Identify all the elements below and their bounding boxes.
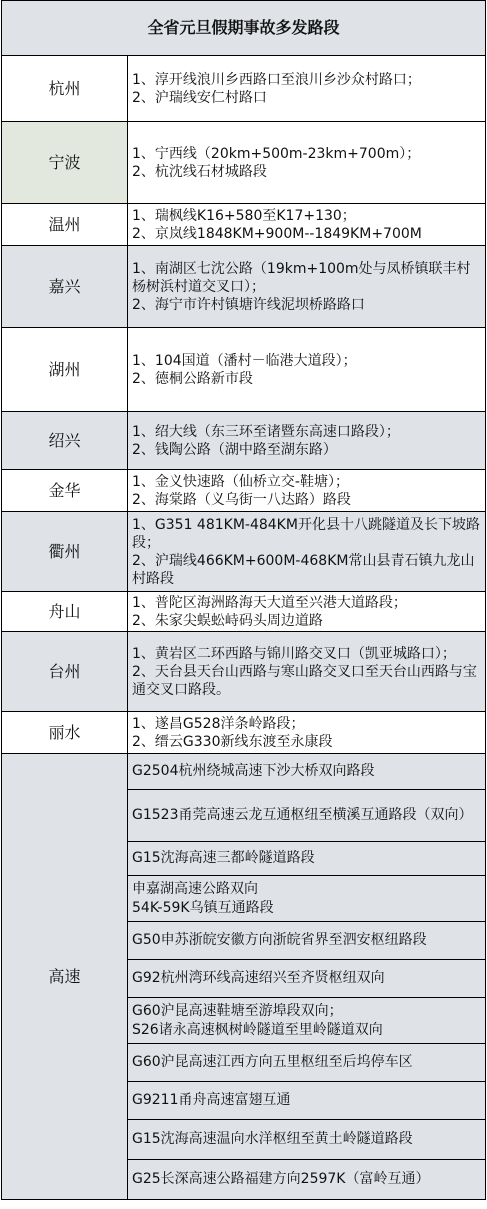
highway-item	[128, 876, 486, 922]
highway-item	[128, 1160, 486, 1200]
road-line: 1、瑞枫线K16+580至K17+130；	[132, 207, 356, 224]
road-line: 2、沪瑞线466KM+600M-468KM常山县青石镇九龙山村路段	[132, 552, 475, 587]
roads-cell	[128, 412, 486, 470]
road-line: G2504杭州绕城高速下沙大桥双向路段	[132, 763, 375, 779]
highway-item	[128, 922, 486, 960]
roads-cell	[128, 470, 486, 512]
city-cell: 高速	[2, 754, 128, 1200]
highway-item	[128, 1044, 486, 1082]
road-line: 申嘉湖高速公路双向	[132, 880, 258, 897]
road-line: 1、淳开线浪川乡西路口至浪川乡沙众村路口；	[132, 71, 421, 88]
road-line: 2、海棠路（义乌街一八达路）路段	[132, 491, 351, 508]
city-cell: 丽水	[2, 712, 128, 754]
road-line: 2、海宁市许村镇塘许线泥坝桥路路口	[132, 296, 365, 313]
table-row-zhoushan	[2, 592, 486, 632]
accident-table-frame	[1, 0, 485, 1207]
road-line: 54K-59K乌镇互通路段	[132, 899, 274, 916]
roads-cell	[128, 592, 486, 632]
road-line: G60沪昆高速鞋塘至游埠段双向；	[132, 1002, 343, 1019]
table-row-wenzhou	[2, 204, 486, 246]
road-line: 2、缙云G330新线东渡至永康段	[132, 733, 333, 750]
roads-cell	[128, 122, 486, 204]
highway-item	[128, 1082, 486, 1120]
city-cell: 舟山	[2, 592, 128, 632]
city-cell: 杭州	[2, 56, 128, 122]
road-line: G15沈海高速温向水洋枢纽至黄土岭隧道路段	[132, 1131, 413, 1147]
roads-cell	[128, 512, 486, 592]
highway-item	[128, 1120, 486, 1160]
road-line: G15沈海高速三都岭隧道路段	[132, 850, 315, 866]
highway-item	[128, 842, 486, 876]
roads-cell	[128, 712, 486, 754]
roads-cell	[128, 56, 486, 122]
road-line: 1、104国道（潘村－临港大道段）；	[132, 352, 357, 369]
road-line: 1、绍大线（东三环至诸暨东高速口路段）；	[132, 423, 400, 440]
city-cell: 金华	[2, 470, 128, 512]
table-row-quzhou	[2, 512, 486, 592]
city-cell: 台州	[2, 632, 128, 712]
table-row-shaoxing	[2, 412, 486, 470]
table-row-ningbo	[2, 122, 486, 204]
roads-cell	[128, 204, 486, 246]
city-cell: 衢州	[2, 512, 128, 592]
road-line: G92杭州湾环线高速绍兴至齐贤枢纽双向	[132, 970, 385, 986]
title-row	[2, 1, 486, 56]
roads-cell	[128, 328, 486, 412]
road-line: 1、G351 481KM-484KM开化县十八跳隧道及长下坡路段；	[132, 516, 480, 551]
roads-cell	[128, 246, 486, 328]
table-row-huzhou	[2, 328, 486, 412]
highway-item	[128, 754, 486, 790]
road-line: 2、京岚线1848KM+900M--1849KM+700M	[132, 225, 422, 242]
road-line: 2、德桐公路新市段	[132, 370, 253, 387]
road-line: G9211甬舟高速富翅互通	[132, 1092, 291, 1108]
road-line: 2、沪瑞线安仁村路口	[132, 89, 267, 106]
table-row-highway	[2, 754, 486, 790]
road-line: 1、金义快速路（仙桥立交-鞋塘）；	[132, 473, 349, 490]
table-row-taizhou	[2, 632, 486, 712]
city-cell: 绍兴	[2, 412, 128, 470]
city-cell: 宁波	[2, 122, 128, 204]
table-title: 全省元旦假期事故多发路段	[2, 1, 486, 56]
highway-item	[128, 790, 486, 842]
road-line: 1、南湖区七沈公路（19km+100m处与凤桥镇联丰村杨树浜村道交叉口）；	[132, 260, 471, 295]
table-row-hangzhou	[2, 56, 486, 122]
road-line: G50申苏浙皖安徽方向浙皖省界至泗安枢纽路段	[132, 932, 427, 948]
road-line: 1、黄岩区二环西路与锦川路交叉口（凯亚城路口）；	[132, 645, 456, 662]
highway-item	[128, 998, 486, 1044]
road-line: 1、遂昌G528洋条岭路段；	[132, 715, 305, 732]
table-row-lishui	[2, 712, 486, 754]
city-cell: 湖州	[2, 328, 128, 412]
city-cell: 温州	[2, 204, 128, 246]
highway-item	[128, 960, 486, 998]
roads-cell	[128, 632, 486, 712]
accident-road-table	[1, 0, 486, 1200]
city-cell: 嘉兴	[2, 246, 128, 328]
road-line: 2、杭沈线石材城路段	[132, 163, 267, 180]
road-line: G60沪昆高速江西方向五里枢纽至后坞停车区	[132, 1054, 413, 1070]
road-line: 2、朱家尖蜈蚣峙码头周边道路	[132, 612, 323, 629]
road-line: 1、普陀区海洲路海天大道至兴港大道路段；	[132, 594, 407, 611]
table-row-jiaxing	[2, 246, 486, 328]
road-line: 1、宁西线（20km+500m-23km+700m）；	[132, 145, 421, 162]
table-row-jinhua	[2, 470, 486, 512]
road-line: 2、天台县天台山西路与寒山路交叉口至天台山西路与宝通交叉口路段。	[132, 663, 477, 698]
road-line: S26诸永高速枫树岭隧道至里岭隧道双向	[132, 1021, 383, 1038]
road-line: 2、钱陶公路（湖中路至湖东路）	[132, 441, 337, 458]
road-line: G1523甬莞高速云龙互通枢纽至横溪互通路段（双向）	[132, 807, 473, 823]
road-line: G25长深高速公路福建方向2597K（富岭互通）	[132, 1171, 430, 1187]
